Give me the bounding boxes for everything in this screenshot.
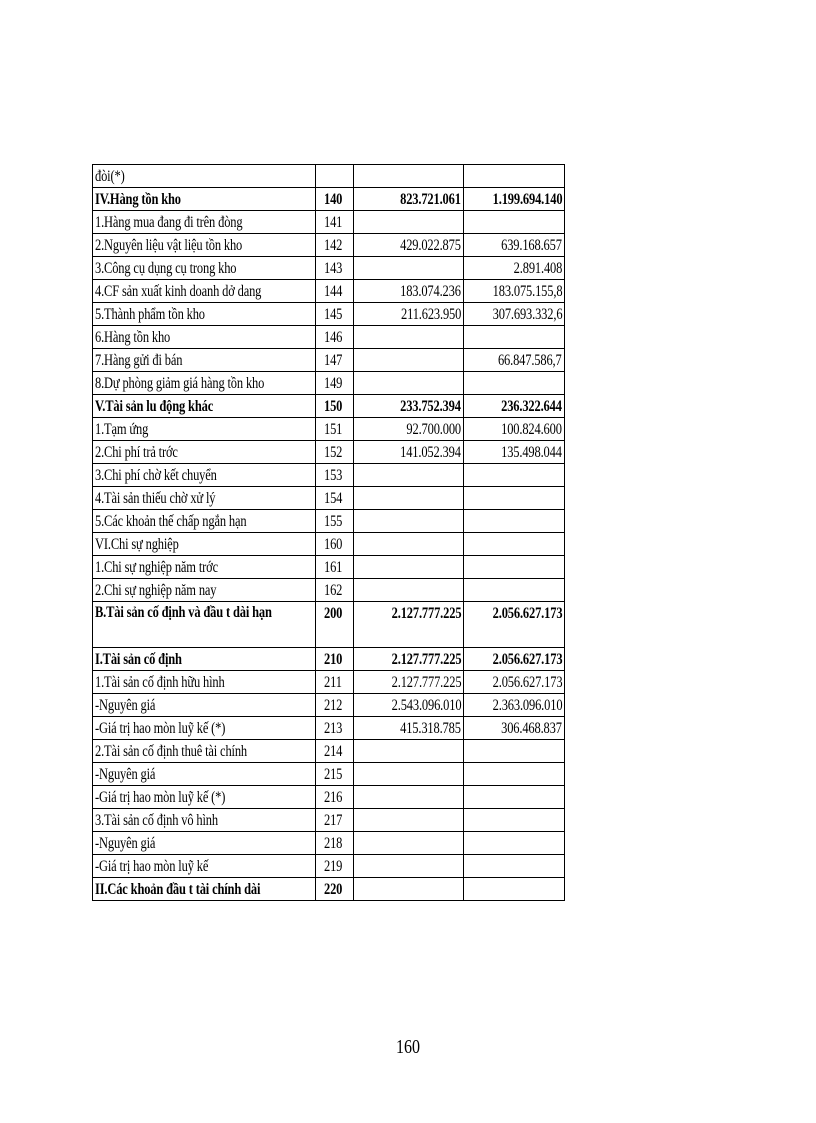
row-value-2: 66.847.586,7: [498, 352, 562, 369]
row-value-2-cell: [464, 786, 565, 809]
row-value-2: 1.199.694.140: [492, 191, 562, 208]
row-code: 143: [324, 260, 343, 277]
table-row: [93, 809, 565, 832]
row-value-1-cell: [354, 740, 464, 763]
row-value-1-cell: [354, 257, 464, 280]
row-code-cell: [316, 832, 354, 855]
row-value-1-cell: [354, 533, 464, 556]
table-row: [93, 234, 565, 257]
row-value-2: 2.891.408: [513, 260, 562, 277]
row-value-1-cell: [354, 878, 464, 901]
row-label: 3.Công cụ dụng cụ trong kho: [95, 260, 237, 277]
row-label-cell: [93, 395, 316, 418]
row-code: 154: [324, 490, 343, 507]
row-value-2-cell: [464, 441, 565, 464]
table-row: [93, 211, 565, 234]
row-value-2-cell: [464, 280, 565, 303]
row-value-2-cell: [464, 717, 565, 740]
row-label-cell: [93, 809, 316, 832]
table-row: [93, 326, 565, 349]
row-code: 200: [324, 605, 343, 622]
table-row: [93, 832, 565, 855]
row-code-cell: [316, 487, 354, 510]
row-label-cell: [93, 464, 316, 487]
row-label-cell: [93, 878, 316, 901]
row-value-1-cell: [354, 671, 464, 694]
row-label: 1.Chi sự nghiệp năm trớc: [95, 559, 218, 576]
table-row: [93, 878, 565, 901]
row-value-2-cell: [464, 165, 565, 188]
balance-sheet-table: [92, 164, 565, 901]
table-row: [93, 694, 565, 717]
row-code: 217: [324, 812, 343, 829]
row-code-cell: [316, 671, 354, 694]
table-row: [93, 579, 565, 602]
row-label-cell: [93, 717, 316, 740]
row-value-2-cell: [464, 188, 565, 211]
row-code-cell: [316, 165, 354, 188]
row-value-2: 307.693.332,6: [492, 306, 562, 323]
row-value-2: 2.363.096.010: [492, 697, 562, 714]
row-code: 216: [324, 789, 343, 806]
table-row: [93, 855, 565, 878]
row-value-2-cell: [464, 372, 565, 395]
table-row: [93, 602, 565, 648]
row-value-2-cell: [464, 211, 565, 234]
row-label: II.Các khoản đầu t tài chính dài: [95, 881, 261, 898]
table-row: [93, 303, 565, 326]
row-value-2: 100.824.600: [501, 421, 562, 438]
row-value-2-cell: [464, 602, 565, 648]
row-value-1: 415.318.785: [400, 720, 461, 737]
row-code-cell: [316, 579, 354, 602]
row-value-2-cell: [464, 395, 565, 418]
row-label-cell: [93, 441, 316, 464]
row-label: -Giá trị hao mòn luỹ kế: [95, 858, 209, 875]
row-code-cell: [316, 602, 354, 648]
row-label-cell: [93, 648, 316, 671]
row-label-cell: [93, 694, 316, 717]
row-value-2: 306.468.837: [501, 720, 562, 737]
row-code-cell: [316, 349, 354, 372]
row-code-cell: [316, 372, 354, 395]
row-label-cell: [93, 579, 316, 602]
row-label-cell: [93, 556, 316, 579]
row-label: 3.Tài sản cố định vô hình: [95, 812, 218, 829]
row-value-2: 135.498.044: [501, 444, 562, 461]
row-label-cell: [93, 602, 316, 648]
row-value-2-cell: [464, 855, 565, 878]
row-code: 151: [324, 421, 343, 438]
row-value-1-cell: [354, 763, 464, 786]
row-code: 211: [324, 674, 342, 691]
row-value-1-cell: [354, 717, 464, 740]
row-value-1-cell: [354, 395, 464, 418]
row-code: 146: [324, 329, 343, 346]
row-value-1-cell: [354, 418, 464, 441]
row-value-2-cell: [464, 326, 565, 349]
row-value-1: 92.700.000: [406, 421, 461, 438]
row-value-2-cell: [464, 694, 565, 717]
row-value-1: 233.752.394: [400, 398, 461, 415]
row-code-cell: [316, 234, 354, 257]
row-code-cell: [316, 188, 354, 211]
row-label: B.Tài sản cố định và đầu t dài hạn: [95, 604, 272, 621]
row-value-1: 2.127.777.225: [391, 651, 461, 668]
row-value-1: 2.127.777.225: [391, 674, 461, 691]
row-code-cell: [316, 303, 354, 326]
row-code-cell: [316, 717, 354, 740]
row-value-1-cell: [354, 648, 464, 671]
row-label-cell: [93, 326, 316, 349]
row-code: 162: [324, 582, 343, 599]
row-label: -Nguyên giá: [95, 766, 156, 783]
row-code-cell: [316, 740, 354, 763]
row-code-cell: [316, 855, 354, 878]
row-value-1: 429.022.875: [400, 237, 461, 254]
row-label-cell: [93, 855, 316, 878]
row-value-1: 183.074.236: [400, 283, 461, 300]
row-value-1-cell: [354, 579, 464, 602]
row-code-cell: [316, 418, 354, 441]
row-value-2: 639.168.657: [501, 237, 562, 254]
row-code-cell: [316, 694, 354, 717]
row-code-cell: [316, 786, 354, 809]
row-label-cell: [93, 257, 316, 280]
row-code: 155: [324, 513, 343, 530]
row-code-cell: [316, 556, 354, 579]
table-body: [93, 165, 565, 901]
row-label: -Nguyên giá: [95, 697, 156, 714]
row-label: 2.Chi phí trả trớc: [95, 444, 178, 461]
row-label: 3.Chi phí chờ kết chuyển: [95, 467, 217, 484]
table-row: [93, 740, 565, 763]
row-value-2-cell: [464, 234, 565, 257]
row-label: 5.Thành phẩm tồn kho: [95, 306, 205, 323]
row-label-cell: [93, 740, 316, 763]
row-label-cell: [93, 303, 316, 326]
row-label: V.Tài sản lu động khác: [95, 398, 214, 415]
row-code: 214: [324, 743, 343, 760]
row-value-2-cell: [464, 349, 565, 372]
row-value-2: 2.056.627.173: [492, 605, 562, 622]
row-value-2-cell: [464, 648, 565, 671]
row-value-1-cell: [354, 602, 464, 648]
row-value-2-cell: [464, 533, 565, 556]
row-label-cell: [93, 211, 316, 234]
row-code-cell: [316, 878, 354, 901]
row-value-2-cell: [464, 671, 565, 694]
row-label: 4.Tài sản thiếu chờ xử lý: [95, 490, 216, 507]
row-code: 149: [324, 375, 343, 392]
row-label: 6.Hàng tồn kho: [95, 329, 171, 346]
row-value-2: 2.056.627.173: [492, 651, 562, 668]
row-value-2-cell: [464, 809, 565, 832]
row-label-cell: [93, 372, 316, 395]
row-value-1: 823.721.061: [400, 191, 461, 208]
row-code: 150: [324, 398, 343, 415]
row-code: 141: [324, 214, 343, 231]
row-code: 161: [324, 559, 343, 576]
row-value-2-cell: [464, 579, 565, 602]
row-label: -Giá trị hao mòn luỹ kế (*): [95, 720, 226, 737]
row-code-cell: [316, 257, 354, 280]
row-value-1-cell: [354, 326, 464, 349]
row-value-1-cell: [354, 280, 464, 303]
row-value-1-cell: [354, 786, 464, 809]
table-row: [93, 510, 565, 533]
row-value-2-cell: [464, 740, 565, 763]
row-label: -Nguyên giá: [95, 835, 156, 852]
page-number: [380, 1036, 436, 1059]
row-label-cell: [93, 280, 316, 303]
row-value-2-cell: [464, 832, 565, 855]
row-label: đòi(*): [95, 168, 125, 185]
row-label: 1.Tài sản cố định hữu hình: [95, 674, 225, 691]
table-row: [93, 349, 565, 372]
row-code: 160: [324, 536, 343, 553]
row-code: 142: [324, 237, 343, 254]
row-value-2-cell: [464, 464, 565, 487]
row-label-cell: [93, 510, 316, 533]
row-label: IV.Hàng tồn kho: [95, 191, 181, 208]
row-label: 2.Nguyên liệu vật liệu tồn kho: [95, 237, 243, 254]
row-value-1-cell: [354, 694, 464, 717]
row-label-cell: [93, 832, 316, 855]
row-value-2-cell: [464, 418, 565, 441]
row-value-2-cell: [464, 303, 565, 326]
row-label: 1.Tạm ứng: [95, 421, 149, 438]
row-code: 145: [324, 306, 343, 323]
row-code: 212: [324, 697, 343, 714]
row-label: I.Tài sản cố định: [95, 651, 182, 668]
row-label-cell: [93, 763, 316, 786]
row-label: VI.Chi sự nghiệp: [95, 536, 179, 553]
row-label: 7.Hàng gửi đi bán: [95, 352, 183, 369]
row-value-2-cell: [464, 510, 565, 533]
row-code: 220: [324, 881, 343, 898]
row-code: 144: [324, 283, 343, 300]
row-value-1-cell: [354, 188, 464, 211]
row-label-cell: [93, 188, 316, 211]
table-row: [93, 418, 565, 441]
row-label-cell: [93, 418, 316, 441]
row-value-2-cell: [464, 878, 565, 901]
row-value-1-cell: [354, 809, 464, 832]
table-row: [93, 441, 565, 464]
row-value-1-cell: [354, 211, 464, 234]
row-value-1: 2.127.777.225: [391, 605, 461, 622]
row-code: 153: [324, 467, 343, 484]
row-code: 218: [324, 835, 343, 852]
row-value-1-cell: [354, 510, 464, 533]
table-row: [93, 165, 565, 188]
row-value-1-cell: [354, 349, 464, 372]
row-label-cell: [93, 533, 316, 556]
row-label: 1.Hàng mua đang đi trên đòng: [95, 214, 243, 231]
table-row: [93, 188, 565, 211]
row-code: 152: [324, 444, 343, 461]
row-value-2: 2.056.627.173: [492, 674, 562, 691]
row-value-1: 211.623.950: [400, 306, 461, 323]
row-value-1-cell: [354, 441, 464, 464]
row-label-cell: [93, 234, 316, 257]
row-label: -Giá trị hao mòn luỹ kế (*): [95, 789, 226, 806]
row-code-cell: [316, 395, 354, 418]
table-row: [93, 717, 565, 740]
row-label: 2.Chi sự nghiệp năm nay: [95, 582, 217, 599]
table-row: [93, 786, 565, 809]
row-code: 219: [324, 858, 343, 875]
row-value-1-cell: [354, 165, 464, 188]
row-label-cell: [93, 786, 316, 809]
row-value-2: 183.075.155,8: [492, 283, 562, 300]
row-value-2-cell: [464, 763, 565, 786]
row-label: 4.CF sản xuất kinh doanh dở dang: [95, 283, 262, 300]
row-value-1-cell: [354, 556, 464, 579]
row-value-1-cell: [354, 855, 464, 878]
row-code: 140: [324, 191, 343, 208]
table-row: [93, 464, 565, 487]
table-row: [93, 395, 565, 418]
row-label-cell: [93, 349, 316, 372]
table-row: [93, 257, 565, 280]
table-row: [93, 671, 565, 694]
row-code-cell: [316, 510, 354, 533]
page-number-text: 160: [396, 1036, 420, 1058]
row-code-cell: [316, 533, 354, 556]
row-code: 210: [324, 651, 343, 668]
row-code-cell: [316, 441, 354, 464]
row-code-cell: [316, 648, 354, 671]
row-label: 2.Tài sản cố định thuê tài chính: [95, 743, 248, 760]
row-value-1-cell: [354, 234, 464, 257]
row-code-cell: [316, 326, 354, 349]
row-code-cell: [316, 464, 354, 487]
row-code: 213: [324, 720, 343, 737]
table-row: [93, 533, 565, 556]
table-row: [93, 648, 565, 671]
row-value-2-cell: [464, 487, 565, 510]
row-value-1-cell: [354, 303, 464, 326]
row-value-1: 141.052.394: [400, 444, 461, 461]
table-row: [93, 763, 565, 786]
table-row: [93, 372, 565, 395]
row-label-cell: [93, 165, 316, 188]
row-value-1-cell: [354, 832, 464, 855]
row-value-2: 236.322.644: [501, 398, 562, 415]
row-label-cell: [93, 487, 316, 510]
row-code-cell: [316, 809, 354, 832]
table-row: [93, 487, 565, 510]
row-value-1-cell: [354, 372, 464, 395]
table-row: [93, 556, 565, 579]
table-row: [93, 280, 565, 303]
row-code-cell: [316, 280, 354, 303]
row-value-1-cell: [354, 487, 464, 510]
row-label-cell: [93, 671, 316, 694]
row-label: 5.Các khoản thế chấp ngắn hạn: [95, 513, 247, 530]
row-code: 147: [324, 352, 343, 369]
row-code-cell: [316, 211, 354, 234]
row-code: 215: [324, 766, 343, 783]
row-label: 8.Dự phòng giảm giá hàng tồn kho: [95, 375, 265, 392]
row-value-2-cell: [464, 257, 565, 280]
row-value-1-cell: [354, 464, 464, 487]
row-value-2-cell: [464, 556, 565, 579]
row-value-1: 2.543.096.010: [391, 697, 461, 714]
row-code-cell: [316, 763, 354, 786]
balance-sheet: [92, 164, 564, 901]
